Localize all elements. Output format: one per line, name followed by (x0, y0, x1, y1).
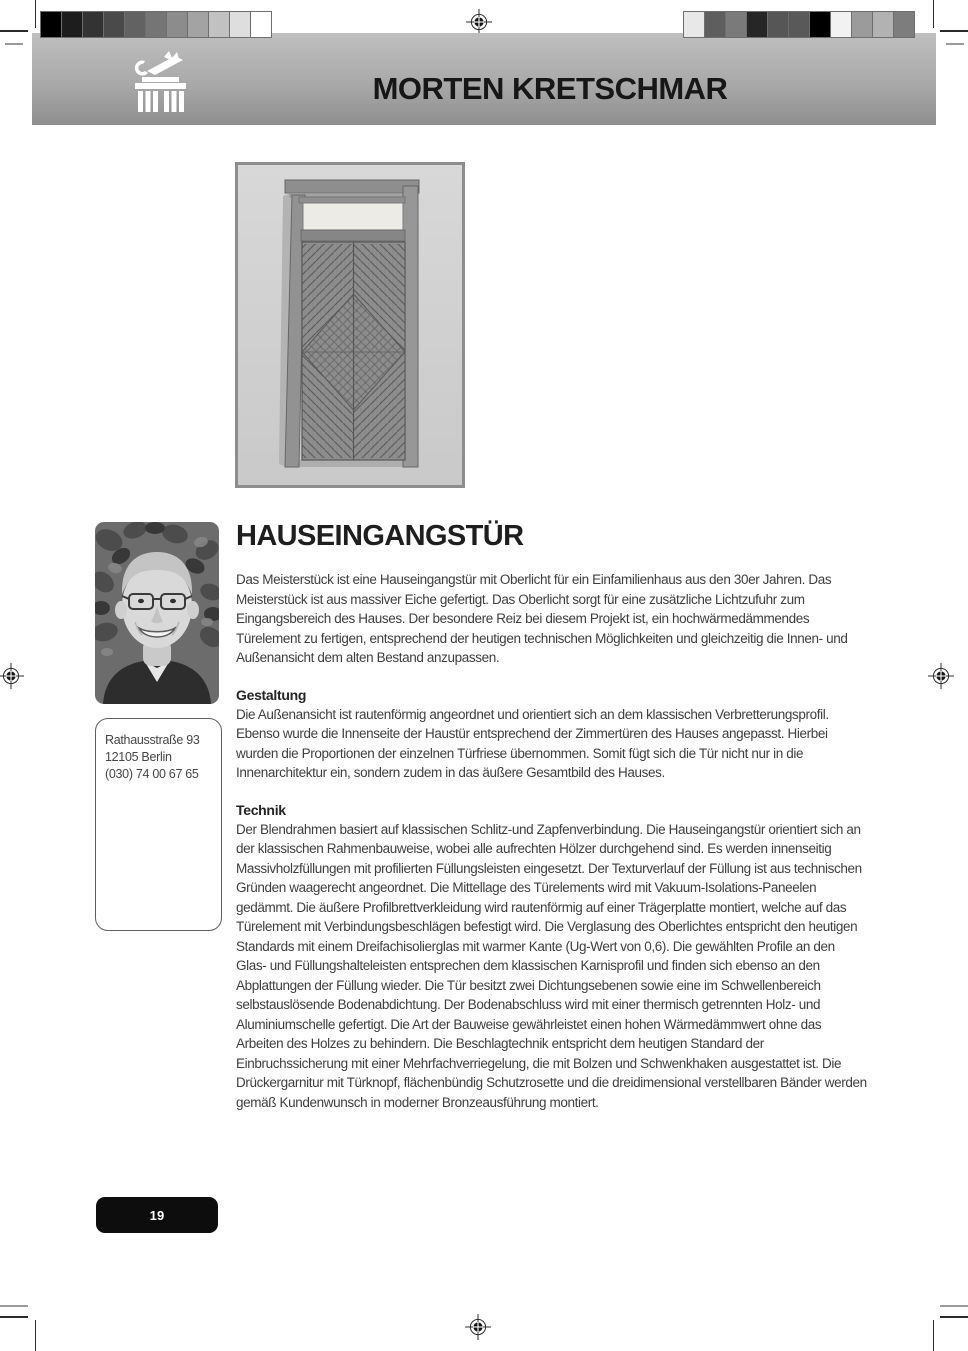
color-swatch (82, 11, 104, 38)
color-swatch (746, 11, 768, 38)
color-swatch (893, 11, 915, 38)
crop-mark (0, 1305, 28, 1307)
registration-mark-icon (466, 9, 492, 35)
color-swatch (704, 11, 726, 38)
color-swatch (208, 11, 230, 38)
page-number-badge (96, 1197, 218, 1233)
registration-mark-icon (465, 1314, 491, 1340)
color-swatch (767, 11, 789, 38)
contact-card (95, 718, 222, 931)
article-intro: Das Meisterstück ist eine Hauseingangstür mit Oberlicht für ein Einfamilienhaus aus den 30er Jahren. Das Meisterstück ist aus massiver Eiche gefertigt. Das Oberlicht sorgt für eine zusätzliche Lichtzufuhr zum Eingangsbereich des Hauses. Der besondere Reiz bei diesem Projekt ist, ein hochwärmedämmendes Türelement zu fertigen, entsprechend der heutigen technischen Möglichkeiten und gleichzeitig die Innen- und Außenansicht dem alten Bestand anzupassen. (236, 572, 848, 665)
phone-number: (030) 74 00 67 65 (105, 767, 199, 781)
crop-mark (35, 1320, 36, 1351)
registration-mark-icon (0, 663, 24, 689)
crop-mark (5, 43, 23, 45)
crop-mark (940, 1305, 968, 1307)
address-city: 12105 Berlin (105, 750, 172, 764)
section-body-technik: Der Blendrahmen basiert auf klassischen Schlitz-und Zapfenverbindung. Die Hauseingangstür orientiert sich an der klassischen Rahmenbauweise, wobei alle aufrechten Hölzer durchgehend sind. Es werden innenseitig Massivholzfüllungen mit profilierten Füllungsleisten eingesetzt. Der Texturverlauf der Füllung ist aus technischen Gründen waagerecht angeordnet. Die Mittellage des Türelements wird mit Vakuum-Isolations-Paneelen gedämmt. Die äußere Profilbrettverkleidung wird rautenförmig auf einer Trägerplatte montiert, welche auf das Türelement mit Verbindungsbeschlägen befestigt wird. Die Verglasung des Oberlichtes entspricht den heutigen Standards mit einem Dreifachisolierglas mit warmer Kante (Ug-Wert von 0,6). Die gewählten Profile an den Glas- und Füllungshalteleisten entsprechen dem klassischen Karnisprofil und finden sich ebenso an den Abplattungen der Füllung wieder. Die Tür besitzt zwei Dichtungsebenen sowie eine im Schwellenbereich selbstauslösende Bodenabdichtung. Der Bodenabschluss wird mit einer thermisch getrennten Holz- und Aluminiumschelle gefertigt. Die Art der Bauweise gewährleistet einen hohen Wärmedämmwert ohne das Arbeiten des Holzes zu behindern. Die Beschlagtechnik entspricht dem heutigen Standard der Einbruchssicherung mit einer Mehrfachverriegelung, die mit Bolzen und Schwenkhaken ausgestattet ist. Die Drückergarnitur mit Türknopf, flächenbündig Schutzrosette und die dreidimensional verstellbaren Bänder werden gemäß Kundenwunsch in moderner Bronzeausführung montiert. (236, 821, 867, 1110)
color-swatch (872, 11, 894, 38)
color-calibration-bar-right (683, 11, 914, 38)
color-calibration-bar-left (40, 11, 271, 38)
color-swatch (809, 11, 831, 38)
section-body-gestaltung: Die Außenansicht ist rautenförmig angeordnet und orientiert sich an dem klassischen Verbretterungsprofil. Ebenso wurde die Innenseite der Haustür entsprechend der Zimmertüren des Hauses angepasst. Hierbei wurden die Proportionen der einzelnen Türfriese übernommen. Somit fügt sich die Tür nicht nur in die Innenarchitektur ein, sondern zudem in das äußere Gesamtbild des Hauses. (236, 706, 829, 780)
color-swatch (725, 11, 747, 38)
crop-mark (35, 0, 36, 28)
color-swatch (61, 11, 83, 38)
registration-mark-icon (928, 663, 954, 689)
color-swatch (103, 11, 125, 38)
color-swatch (40, 11, 62, 38)
color-swatch (250, 11, 272, 38)
crop-mark (933, 0, 934, 28)
color-swatch (145, 11, 167, 38)
portrait-photo (95, 522, 219, 704)
crop-mark (0, 30, 28, 32)
section-heading-gestaltung: Gestaltung (236, 686, 307, 703)
project-photo-door (235, 162, 465, 488)
article-title: HAUSEINGANGSTÜR (236, 520, 524, 552)
crop-mark (933, 1320, 934, 1351)
color-swatch (683, 11, 705, 38)
crop-mark (940, 1316, 968, 1318)
color-swatch (229, 11, 251, 38)
section-heading-technik: Technik (236, 801, 286, 818)
color-swatch (830, 11, 852, 38)
color-swatch (124, 11, 146, 38)
header-banner (32, 33, 936, 125)
page-title: MORTEN KRETSCHMAR (372, 71, 728, 106)
address-street: Rathausstraße 93 (105, 733, 200, 747)
color-swatch (788, 11, 810, 38)
crop-mark (946, 43, 964, 45)
article (236, 520, 868, 1112)
page-number: 19 (149, 1207, 165, 1223)
crop-mark (0, 1316, 28, 1318)
crop-mark (940, 30, 968, 32)
color-swatch (851, 11, 873, 38)
color-swatch (166, 11, 188, 38)
color-swatch (187, 11, 209, 38)
